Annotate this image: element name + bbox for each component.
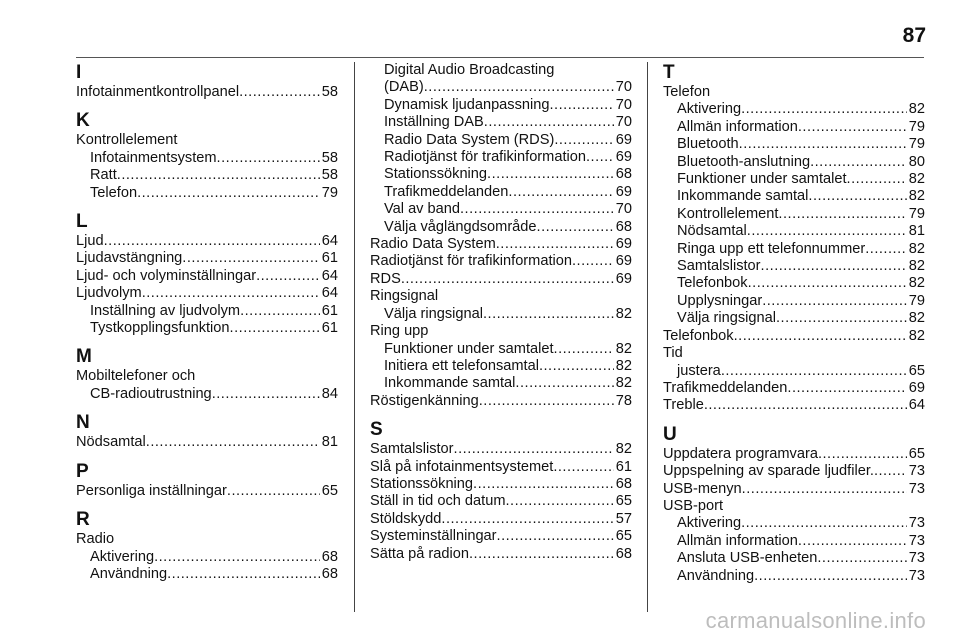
- dot-leader: [739, 136, 907, 153]
- index-entry-page: 82: [615, 357, 632, 374]
- index-entry: [370, 149, 632, 166]
- index-entry-page: 82: [908, 310, 925, 327]
- index-section-letter: T: [663, 62, 675, 83]
- index-entry-page: 73: [908, 532, 925, 549]
- index-entry-label: Trafikmeddelanden: [384, 183, 509, 200]
- index-entry-page: 69: [615, 131, 632, 148]
- index-entry-label: Aktivering: [90, 548, 155, 565]
- index-entry-label: Radiotjänst för trafikinformation: [384, 149, 586, 166]
- dot-leader: [818, 446, 907, 463]
- index-entry-label: Telefon: [90, 184, 138, 201]
- index-entry: [370, 79, 632, 96]
- index-entry: [370, 219, 632, 236]
- index-heading: Radio: [76, 531, 115, 548]
- dot-leader: [182, 250, 319, 267]
- dot-leader: [554, 132, 613, 149]
- index-entry: [76, 566, 338, 583]
- index-heading: Kontrollelement: [76, 132, 178, 149]
- index-entry: [370, 306, 632, 323]
- dot-leader: [704, 397, 907, 414]
- index-entry: [370, 546, 632, 563]
- dot-leader: [401, 271, 614, 288]
- index-column-1: [76, 62, 338, 583]
- dot-leader: [747, 223, 907, 240]
- index-section-letter: K: [76, 110, 90, 132]
- index-entry-label: Sätta på radion: [370, 545, 469, 562]
- index-entry-label: Allmän information: [677, 532, 798, 549]
- index-entry: [76, 434, 338, 451]
- index-entry-page: 79: [908, 136, 925, 153]
- index-entry: [76, 185, 338, 202]
- dot-leader: [217, 150, 320, 167]
- dot-leader: [154, 549, 320, 566]
- index-entry-label: Inkommande samtal: [384, 375, 516, 392]
- dot-leader: [817, 550, 906, 567]
- index-entry: [76, 167, 338, 184]
- index-entry-label: Radio Data System (RDS): [384, 131, 555, 148]
- index-entry: [370, 253, 632, 270]
- index-section-letter: N: [76, 412, 90, 434]
- index-entry: [370, 459, 632, 476]
- dot-leader: [798, 533, 907, 550]
- index-entry: [76, 483, 338, 500]
- index-entry-label: Användning: [677, 567, 755, 584]
- index-entry-page: 65: [908, 445, 925, 462]
- index-entry-page: 69: [615, 270, 632, 287]
- header-rule: [76, 57, 924, 58]
- index-entry-page: 65: [615, 493, 632, 510]
- index-entry: [663, 154, 925, 171]
- index-entry: [663, 550, 925, 567]
- dot-leader: [137, 185, 320, 202]
- index-entry-label: (DAB): [384, 79, 424, 96]
- index-section-letter: L: [76, 211, 88, 233]
- index-entry: [663, 310, 925, 327]
- index-entry-page: 73: [908, 550, 925, 567]
- dot-leader: [778, 206, 906, 223]
- index-entry-page: 61: [615, 458, 632, 475]
- index-column-3: [663, 62, 925, 585]
- index-entry-page: 69: [908, 379, 925, 396]
- dot-leader: [748, 275, 907, 292]
- dot-leader: [741, 101, 907, 118]
- index-entry-label: Nödsamtal: [677, 223, 747, 240]
- dot-leader: [572, 253, 614, 270]
- index-entry-page: 70: [615, 114, 632, 131]
- index-entry: [663, 568, 925, 585]
- index-entry-label: Ljudvolym: [76, 285, 142, 302]
- index-entry-label: Slå på infotainmentsystemet: [370, 458, 554, 475]
- index-entry-page: 64: [908, 397, 925, 414]
- index-entry: [663, 397, 925, 414]
- index-entry: [663, 101, 925, 118]
- dot-leader: [424, 79, 614, 96]
- index-entry-label: Stationssökning: [384, 166, 488, 183]
- dot-leader: [741, 515, 907, 532]
- index-entry: [370, 511, 632, 528]
- index-entry-page: 82: [908, 258, 925, 275]
- dot-leader: [239, 84, 320, 101]
- index-heading: Telefon: [663, 84, 711, 100]
- index-entry-page: 82: [615, 305, 632, 322]
- index-entry-page: 69: [615, 236, 632, 253]
- index-entry-page: 70: [615, 79, 632, 96]
- index-entry-label: Samtalslistor: [677, 258, 761, 275]
- index-entry-page: 82: [908, 101, 925, 118]
- dot-leader: [754, 568, 907, 585]
- index-entry-label: Funktioner under samtalet: [384, 340, 554, 357]
- index-entry-label: Stöldskydd: [370, 510, 442, 527]
- index-entry-label: Kontrollelement: [677, 205, 779, 222]
- dot-leader: [865, 241, 907, 258]
- index-entry-page: 58: [321, 167, 338, 184]
- index-entry: [663, 463, 925, 480]
- dot-leader: [847, 171, 907, 188]
- index-entry-label: Systeminställningar: [370, 528, 497, 545]
- dot-leader: [808, 188, 906, 205]
- dot-leader: [762, 293, 907, 310]
- index-entry-page: 68: [615, 545, 632, 562]
- dot-leader: [734, 328, 907, 345]
- index-entry-page: 73: [908, 463, 925, 480]
- dot-leader: [549, 97, 613, 114]
- index-entry: [370, 341, 632, 358]
- index-entry-label: Ansluta USB-enheten: [677, 550, 818, 567]
- index-entry: [663, 206, 925, 223]
- index-entry-label: Tystkopplingsfunktion: [90, 320, 230, 337]
- index-entry-label: Bluetooth-anslutning: [677, 153, 811, 170]
- index-entry-page: 82: [615, 375, 632, 392]
- index-entry-page: 68: [321, 548, 338, 565]
- index-entry-page: 81: [321, 434, 338, 451]
- index-entry-label: Aktivering: [677, 515, 742, 532]
- index-entry-label: Val av band: [384, 201, 460, 218]
- column-divider: [354, 62, 355, 612]
- index-entry: [663, 188, 925, 205]
- index-entry-label: Radiotjänst för trafikinformation: [370, 253, 572, 270]
- index-entry-label: Trafikmeddelanden: [663, 379, 788, 396]
- index-section-letter: S: [370, 419, 383, 441]
- dot-leader: [515, 375, 613, 392]
- dot-leader: [497, 528, 614, 545]
- index-entry: [663, 223, 925, 240]
- index-entry-page: 58: [321, 149, 338, 166]
- index-entry-page: 81: [908, 223, 925, 240]
- index-entry: [663, 328, 925, 345]
- dot-leader: [487, 166, 614, 183]
- index-entry-label: Ljudavstängning: [76, 250, 183, 267]
- index-entry-page: 82: [908, 171, 925, 188]
- index-entry: [663, 275, 925, 292]
- dot-leader: [742, 481, 907, 498]
- dot-leader: [230, 320, 320, 337]
- index-entry-page: 61: [321, 302, 338, 319]
- dot-leader: [483, 306, 614, 323]
- index-entry-label: justera: [677, 362, 721, 379]
- index-entry-label: Dynamisk ljudanpassning: [384, 96, 550, 113]
- index-entry-page: 68: [615, 218, 632, 235]
- index-heading: USB-port: [663, 497, 724, 514]
- index-entry-page: 80: [908, 153, 925, 170]
- dot-leader: [256, 268, 320, 285]
- dot-leader: [874, 463, 907, 480]
- index-entry: [76, 233, 338, 250]
- index-entry-label: Infotainmentsystem: [90, 149, 217, 166]
- dot-leader: [586, 149, 614, 166]
- index-entry-page: 65: [321, 482, 338, 499]
- index-entry: [663, 119, 925, 136]
- index-section-letter: P: [76, 460, 89, 482]
- index-entry-label: RDS: [370, 270, 401, 287]
- index-entry-page: 69: [615, 253, 632, 270]
- index-entry: [663, 241, 925, 258]
- index-entry-page: 68: [615, 166, 632, 183]
- index-entry-label: Ringa upp ett telefonnummer: [677, 240, 866, 257]
- dot-leader: [721, 363, 907, 380]
- index-entry-page: 82: [908, 188, 925, 205]
- index-section-letter: I: [76, 62, 82, 83]
- index-entry: [663, 293, 925, 310]
- index-entry: [76, 303, 338, 320]
- dot-leader: [761, 258, 907, 275]
- index-entry: [370, 375, 632, 392]
- index-entry-page: 73: [908, 480, 925, 497]
- index-entry-label: Funktioner under samtalet: [677, 171, 847, 188]
- index-entry-page: 58: [321, 84, 338, 100]
- index-heading: Mobiltelefoner och: [76, 368, 196, 385]
- index-entry: [76, 386, 338, 403]
- index-entry: [370, 166, 632, 183]
- dot-leader: [798, 119, 907, 136]
- index-entry-label: CB-radioutrustning: [90, 385, 212, 402]
- index-entry-page: 79: [321, 184, 338, 201]
- index-heading: Ringsignal: [370, 288, 439, 305]
- index-entry: [76, 320, 338, 337]
- dot-leader: [484, 114, 614, 131]
- index-entry-label: Nödsamtal: [76, 434, 146, 451]
- index-entry-label: Ställ in tid och datum: [370, 493, 506, 510]
- index-entry-page: 64: [321, 233, 338, 250]
- index-entry: [663, 515, 925, 532]
- column-divider: [647, 62, 648, 612]
- dot-leader: [810, 154, 907, 171]
- index-entry-label: Telefonbok: [677, 275, 748, 292]
- index-entry-page: 69: [615, 149, 632, 166]
- watermark: carmanualsonline.info: [705, 608, 926, 633]
- index-entry: [370, 201, 632, 218]
- index-entry-label: Ljud- och volyminställningar: [76, 267, 257, 284]
- index-entry: [76, 268, 338, 285]
- dot-leader: [469, 546, 614, 563]
- index-entry-page: 82: [908, 275, 925, 292]
- dot-leader: [496, 236, 614, 253]
- dot-leader: [539, 358, 614, 375]
- index-entry-label: Uppspelning av sparade ljudfiler.: [663, 463, 874, 480]
- index-entry-page: 79: [908, 292, 925, 309]
- index-entry: [370, 114, 632, 131]
- dot-leader: [479, 393, 614, 410]
- index-section-letter: U: [663, 423, 677, 445]
- index-entry-label: Personliga inställningar: [76, 482, 227, 499]
- index-heading: Tid: [663, 345, 683, 362]
- dot-leader: [117, 167, 320, 184]
- index-entry-label: Upplysningar: [677, 292, 763, 309]
- index-entry-page: 82: [908, 240, 925, 257]
- index-entry: [76, 549, 338, 566]
- index-entry: [76, 84, 338, 101]
- index-entry-label: Infotainmentkontrollpanel: [76, 84, 240, 100]
- index-entry: [663, 363, 925, 380]
- dot-leader: [473, 476, 614, 493]
- index-entry-page: 64: [321, 267, 338, 284]
- index-entry-page: 65: [908, 362, 925, 379]
- index-entry-page: 68: [321, 565, 338, 582]
- index-entry-page: 79: [908, 118, 925, 135]
- dot-leader: [441, 511, 613, 528]
- index-entry-label: USB-menyn: [663, 480, 742, 497]
- dot-leader: [104, 233, 320, 250]
- index-section-letter: R: [76, 509, 90, 531]
- index-entry-label: Samtalslistor: [370, 441, 454, 458]
- dot-leader: [227, 483, 320, 500]
- index-entry-label: Stationssökning: [370, 475, 474, 492]
- index-entry: [76, 150, 338, 167]
- dot-leader: [167, 566, 320, 583]
- index-entry-page: 73: [908, 567, 925, 584]
- dot-leader: [508, 184, 613, 201]
- index-entry: [370, 528, 632, 545]
- dot-leader: [505, 493, 613, 510]
- dot-leader: [553, 459, 613, 476]
- index-entry-page: 61: [321, 320, 338, 337]
- index-entry: [76, 285, 338, 302]
- dot-leader: [212, 386, 320, 403]
- index-heading: Digital Audio Broadcasting: [384, 62, 555, 78]
- index-entry: [370, 493, 632, 510]
- dot-leader: [460, 201, 614, 218]
- index-entry-page: 70: [615, 96, 632, 113]
- index-entry: [370, 393, 632, 410]
- index-entry-label: Inställning av ljudvolym: [90, 302, 241, 319]
- index-entry-page: 57: [615, 510, 632, 527]
- dot-leader: [146, 434, 320, 451]
- index-entry-page: 82: [908, 327, 925, 344]
- dot-leader: [240, 303, 320, 320]
- index-entry: [663, 481, 925, 498]
- page-number: 87: [902, 24, 926, 47]
- index-entry-label: Ljud: [76, 233, 104, 250]
- index-entry-page: 64: [321, 285, 338, 302]
- index-entry-label: Treble: [663, 397, 704, 414]
- index-entry-page: 70: [615, 201, 632, 218]
- index-entry-page: 79: [908, 205, 925, 222]
- index-entry-page: 73: [908, 515, 925, 532]
- index-entry: [370, 132, 632, 149]
- dot-leader: [454, 441, 614, 458]
- index-section-letter: M: [76, 346, 92, 368]
- index-entry-label: Uppdatera programvara: [663, 445, 818, 462]
- index-entry-label: Aktivering: [677, 101, 742, 118]
- index-entry-label: Välja våglängdsområde: [384, 218, 537, 235]
- index-entry: [370, 358, 632, 375]
- index-entry-label: Ratt: [90, 167, 117, 184]
- index-entry: [370, 476, 632, 493]
- index-entry-page: 82: [615, 441, 632, 458]
- index-entry: [663, 446, 925, 463]
- index-entry: [370, 236, 632, 253]
- dot-leader: [537, 219, 614, 236]
- index-entry: [370, 271, 632, 288]
- index-entry-page: 78: [615, 392, 632, 409]
- index-entry-label: Inställning DAB: [384, 114, 484, 131]
- index-entry: [76, 250, 338, 267]
- dot-leader: [776, 310, 907, 327]
- index-entry-page: 69: [615, 183, 632, 200]
- index-entry-page: 68: [615, 475, 632, 492]
- index-entry-page: 61: [321, 250, 338, 267]
- index-entry: [663, 136, 925, 153]
- index-entry-label: Radio Data System: [370, 236, 496, 253]
- index-entry: [370, 97, 632, 114]
- index-entry-label: Välja ringsignal: [384, 305, 483, 322]
- dot-leader: [142, 285, 320, 302]
- index-entry: [370, 441, 632, 458]
- index-entry-label: Användning: [90, 565, 168, 582]
- index-entry-page: 84: [321, 385, 338, 402]
- dot-leader: [787, 380, 906, 397]
- index-entry-label: Initiera ett telefonsamtal: [384, 357, 539, 374]
- index-entry-label: Bluetooth: [677, 136, 739, 153]
- index-entry-page: 82: [615, 340, 632, 357]
- index-entry-label: Välja ringsignal: [677, 310, 776, 327]
- index-entry-label: Inkommande samtal: [677, 188, 809, 205]
- index-entry: [663, 258, 925, 275]
- index-column-2: [370, 62, 632, 563]
- index-heading: Ring upp: [370, 323, 429, 340]
- index-entry-page: 65: [615, 528, 632, 545]
- dot-leader: [554, 341, 614, 358]
- index-entry: [663, 171, 925, 188]
- index-entry: [370, 184, 632, 201]
- index-entry-label: Röstigenkänning: [370, 392, 479, 409]
- index-entry-label: Allmän information: [677, 118, 798, 135]
- index-entry: [663, 533, 925, 550]
- index-entry-label: Telefonbok: [663, 327, 734, 344]
- index-entry: [663, 380, 925, 397]
